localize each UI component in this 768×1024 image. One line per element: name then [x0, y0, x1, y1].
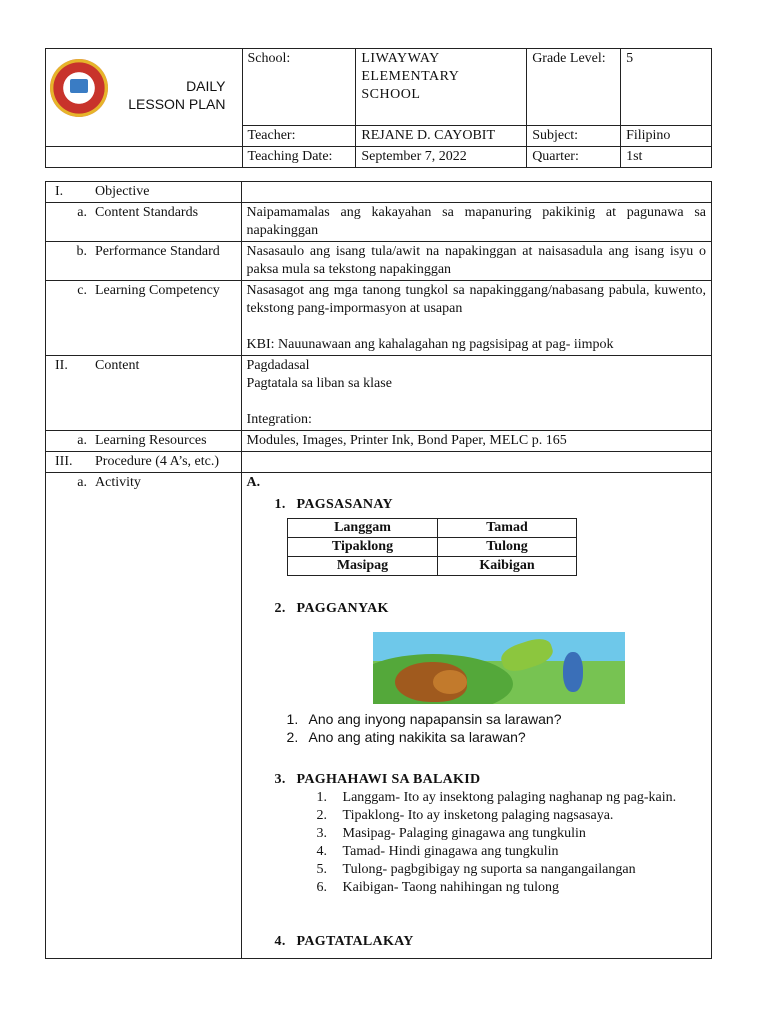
activity-content [241, 473, 711, 959]
content-line1: Pagdadasal [246, 358, 310, 373]
list-item: 4. Tamad- Hindi ginagawa ang tungkulin [316, 844, 559, 859]
school-label: School: [242, 49, 356, 126]
ant-and-grasshopper-illustration [373, 632, 625, 704]
learning-competency-text: Nasasagot ang mga tanong tungkol sa napakinggang/nabasang pabula, kuwento, tekstong pang-impormasyon at usapan [246, 283, 706, 316]
lesson-table [45, 181, 712, 959]
table-row: Tipaklong Tulong [287, 538, 576, 557]
definition-list [317, 789, 706, 897]
performance-standard-row: b. Performance Standard Nasasaulo ang isang tula/awit na napakinggan at naisasadula ang isang isyu o paksa mula sa tekstong napakinggan [46, 242, 712, 281]
list-item: 3. Masipag- Palaging ginagawa ang tungkulin [316, 826, 586, 841]
list-item: 1. Ano ang inyong napapansin sa larawan? [286, 711, 562, 727]
blank-cell [46, 147, 243, 168]
table-row: Masipag Kaibigan [287, 557, 576, 576]
objective-index: I. [55, 184, 64, 199]
quarter-value: 1st [621, 147, 712, 168]
teacher-label: Teacher: [242, 126, 356, 147]
section-pagganyak: 2. PAGGANYAK [274, 601, 389, 616]
procedure-row [46, 452, 712, 473]
table-row: Langgam Tamad [287, 519, 576, 538]
kbi-text: KBI: Nauunawaan ang kahalagahan ng pagsisipag at pag- iimpok [246, 337, 614, 352]
grade-label: Grade Level: [527, 49, 621, 126]
content-label: Content [95, 358, 140, 373]
date-value: September 7, 2022 [356, 147, 527, 168]
school-value: LIWAYWAY ELEMENTARY SCHOOL [356, 49, 527, 126]
content-line2: Pagtatala sa liban sa klase [246, 376, 392, 391]
learning-resources-text: Modules, Images, Printer Ink, Bond Paper, MELC p. 165 [241, 431, 711, 452]
lesson-plan-title: DAILY LESSON PLAN [128, 78, 226, 112]
activity-label: Activity [95, 475, 141, 490]
performance-standard-text: Nasasaulo ang isang tula/awit na napakinggan at naisasadula ang isang isyu o paksa mula sa tekstong napakinggan [241, 242, 711, 281]
date-label: Teaching Date: [242, 147, 356, 168]
subject-label: Subject: [527, 126, 621, 147]
learning-competency-row: c. Learning Competency Nasasagot ang mga tanong tungkol sa napakinggang/nabasang pabula, kuwento, tekstong pang-impormasyon at usapan KBI: Nauunawaan ang kahalagahan ng pagsisipag at pag- iimpok [46, 281, 712, 356]
performance-standard-label: Performance Standard [95, 244, 220, 259]
objective-row [46, 182, 712, 203]
list-item: 6. Kaibigan- Taong nahihingan ng tulong [316, 880, 560, 895]
vocabulary-table [287, 518, 577, 576]
part-letter: A. [246, 475, 261, 490]
school-logo [50, 59, 108, 117]
content-standards-label: Content Standards [95, 205, 199, 220]
list-item: 2. Tipaklong- Ito ay insketong palaging nagsasaya. [316, 808, 614, 823]
procedure-index: III. [55, 454, 73, 469]
content-row [46, 356, 712, 431]
subject-value: Filipino [621, 126, 712, 147]
list-item: 1. Langgam- Ito ay insektong palaging naghanap ng pag-kain. [316, 790, 677, 805]
section-paghahawi: 3. PAGHAHAWI SA BALAKID [274, 772, 481, 787]
learning-resources-label: Learning Resources [95, 433, 207, 448]
quarter-label: Quarter: [527, 147, 621, 168]
objective-label: Objective [95, 184, 150, 199]
content-standards-text: Naipamamalas ang kakayahan sa mapanuring pakikinig at pagunawa sa napakinggan [241, 203, 711, 242]
grade-value: 5 [621, 49, 712, 126]
list-item: 2. Ano ang ating nakikita sa larawan? [286, 729, 526, 745]
learning-competency-label: Learning Competency [95, 283, 220, 298]
procedure-label: Procedure (4 A’s, etc.) [95, 454, 220, 469]
header-table [45, 48, 712, 168]
school-logo-cell [46, 49, 243, 147]
section-pagsasanay: 1. PAGSASANAY [274, 497, 393, 512]
activity-row: a. Activity A. 1. PAGSASANAY Langgam Tamad Tipaklong Tulong Masipag Kaibigan 2. PAGGANYAK 1. Ano ang inyong napapansin sa larawan? 2. Ano ang ating nakikita sa larawan? 3. PAGHAHAWI SA BALAKID 1. Langgam- Ito ay insektong palaging naghanap ng pag-kain. 2. Tipaklong- Ito ay insketong palaging nagsasaya. 3. Masipag- Palaging ginagawa ang tungkulin 4. Tamad- Hindi ginagawa ang tungkulin 5. Tulong- pagbgibigay ng suporta sa nangangailangan 6. Kaibigan- Taong nahihingan ng tulong 4. PAGTATALAKAY [46, 473, 712, 959]
integration-text: Integration: [246, 412, 312, 427]
section-pagtatalakay: 4. PAGTATALAKAY [274, 934, 414, 949]
list-item: 5. Tulong- pagbgibigay ng suporta sa nangangailangan [316, 862, 636, 877]
learning-resources-row: a. Learning Resources Modules, Images, Printer Ink, Bond Paper, MELC p. 165 [46, 431, 712, 452]
teacher-value: REJANE D. CAYOBIT [356, 126, 527, 147]
question-list [287, 710, 706, 746]
content-standards-row: a. Content Standards Naipamamalas ang kakayahan sa mapanuring pakikinig at pagunawa sa napakinggan [46, 203, 712, 242]
content-index: II. [55, 358, 68, 373]
